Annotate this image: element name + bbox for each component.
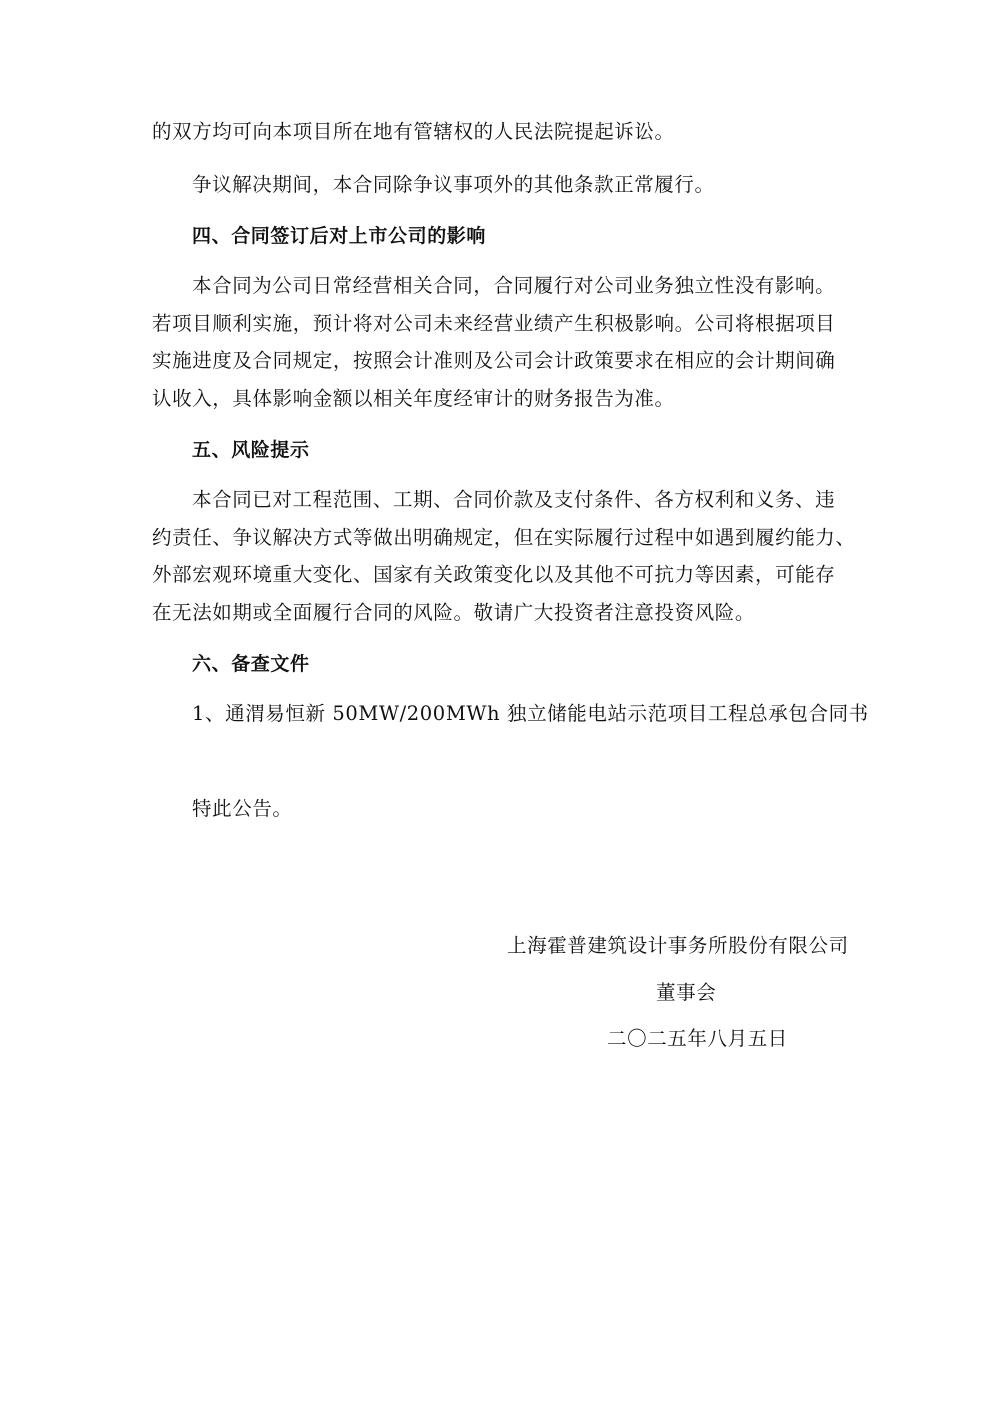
paragraph-line: 外部宏观环境重大变化、国家有关政策变化以及其他不可抗力等因素，可能存 [152, 563, 836, 586]
paragraph-line: 约责任、争议解决方式等做出明确规定，但在实际履行过程中如遇到履约能力、 [152, 526, 856, 549]
signature-board: 董事会 [656, 981, 717, 1004]
paragraph-line: 的双方均可向本项目所在地有管辖权的人民法院提起诉讼。 [152, 120, 675, 143]
attachment-item: 1、通渭易恒新 50MW/200MWh 独立储能电站示范项目工程总承包合同书 [192, 702, 869, 725]
paragraph-line: 本合同为公司日常经营相关合同，合同履行对公司业务独立性没有影响。 [192, 274, 836, 297]
section-heading: 六、备查文件 [192, 653, 310, 675]
paragraph-line: 认收入，具体影响金额以相关年度经审计的财务报告为准。 [152, 387, 675, 410]
signature-company: 上海霍普建筑设计事务所股份有限公司 [507, 934, 849, 957]
signature-date: 二〇二五年八月五日 [607, 1027, 788, 1050]
paragraph-line: 若项目顺利实施，预计将对公司未来经营业绩产生积极影响。公司将根据项目 [152, 312, 836, 335]
closing-statement: 特此公告。 [192, 797, 293, 820]
paragraph-line: 本合同已对工程范围、工期、合同价款及支付条件、各方权利和义务、违 [192, 488, 836, 511]
paragraph-line: 争议解决期间，本合同除争议事项外的其他条款正常履行。 [192, 173, 715, 196]
paragraph-line: 实施进度及合同规定，按照会计准则及公司会计政策要求在相应的会计期间确 [152, 349, 836, 372]
paragraph-line: 在无法如期或全面履行合同的风险。敬请广大投资者注意投资风险。 [152, 601, 756, 624]
section-heading: 五、风险提示 [192, 439, 310, 461]
section-heading: 四、合同签订后对上市公司的影响 [192, 225, 487, 247]
